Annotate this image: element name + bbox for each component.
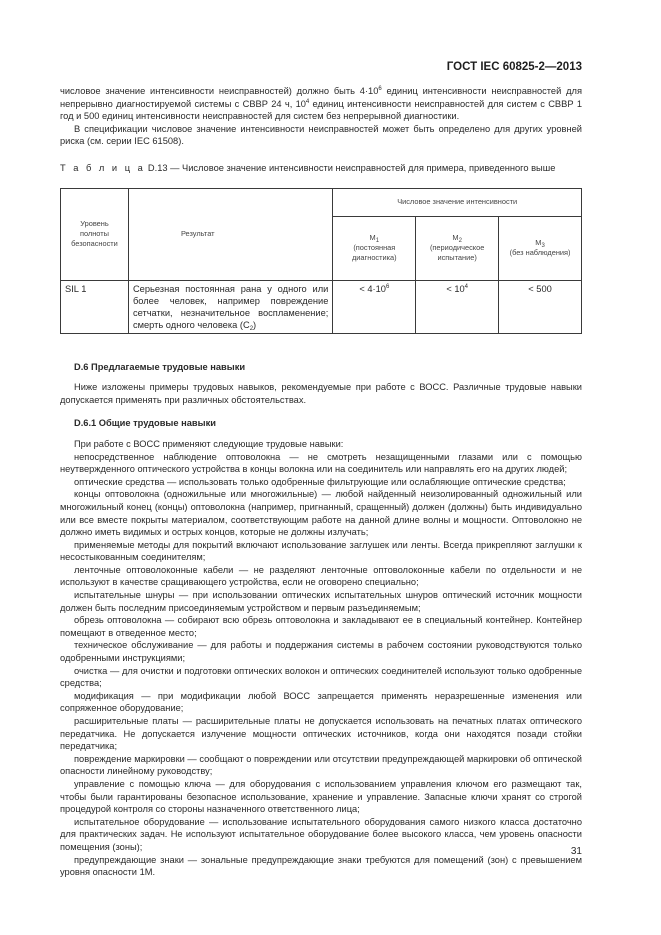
header-m2: $М_2$ (периодическое испытание) xyxy=(416,216,499,280)
header-result: Результат xyxy=(128,188,332,280)
page-number: 31 xyxy=(570,846,582,857)
list-item: применяемые методы для покрытий включают использование заглушек или ленты. Всегда прикрепляют заглушки к несостыкованным соединителям; xyxy=(60,539,582,563)
intro-paragraph-1: числовое значение интенсивности неисправностей) должно быть $4\cdot 10^6$ единиц интенсивности неисправностей для непрерывно диагностируемой системы с СВВР 24 ч, $10^4$ единиц интенсивности неисправностей для систем с СВВР 1 год и 500 единиц интенсивности неисправностей для систем без непрерывной диагностики. xyxy=(60,86,582,122)
list-item: ленточные оптоволоконные кабели — не разделяют ленточные оптоволоконные кабели по отдельности и не используют в качестве сращивающего устройства, если не оговорено специально; xyxy=(60,564,582,588)
list-item: концы оптоволокна (одножильные или многожильные) — любой найденный неизолированный одножильный или многожильный конец (концы) оптоволокна (например, пригнанный, сращенный) должен (должны) быть индивидуально или все вместе покрыты материалом, соответствующим работе на данной длине волны и мощности. Оптоволокно не должно иметь видимых и острых концов, которые не должны излучать; xyxy=(60,489,582,538)
intro-paragraph-2: В спецификации числовое значение интенсивности неисправностей может быть определено для других уровней риска (см. серии IEC 61508). xyxy=(60,123,582,147)
list-item: управление с помощью ключа — для оборудования с использованием управления ключом его размещают так, чтобы были гарантированы безопасное использование, хранение и управление. Запасные ключи хранят со строгой процедурой контроля со стороны назначенного ответственного лица; xyxy=(60,778,582,815)
list-item: испытательное оборудование — использование испытательного оборудования самого низкого класса достаточно для практических задач. Не используют испытательное оборудование более высокого класса, чем уровень опасности помещения (зоны); xyxy=(60,816,582,852)
cell-m2: < $10^4$ xyxy=(416,280,499,333)
cell-m1: < $4\cdot 10^6$ xyxy=(333,280,416,333)
table-row xyxy=(61,280,582,333)
list-item: техническое обслуживание — для работы и поддержания системы в рабочем состоянии руководствуются только одобренными инструкциями; xyxy=(60,640,582,664)
list-item: модификация — при модификации любой ВОСС запрещается применять неразрешенные изменения или сопряженное оборудование; xyxy=(60,690,582,714)
section-intro: Ниже изложены примеры трудовых навыков, рекомендуемые при работе с ВОСС. Различные трудовые навыки допускается применять при различных обстоятельствах. xyxy=(60,382,582,405)
page-content xyxy=(60,85,582,879)
list-item: предупреждающие знаки — зональные предупреждающие знаки требуются для помещений (зон) с превышением уровня опасности 1М. xyxy=(60,854,582,878)
document-id-header: ГОСТ IEC 60825-2—2013 xyxy=(446,61,582,73)
list-item: обрезь оптоволокна — собирают всю обрезь оптоволокна и закладывают ее в специальный контейнер. Контейнер помещают в отведенное место; xyxy=(60,615,582,638)
header-m3: $М_3$ (без наблюдения) xyxy=(499,216,582,280)
list-item: непосредственное наблюдение оптоволокна — не смотреть незащищенными глазами или с помощью неутвержденного оптического устройства в концы волокна или на соединитель или направлять его на других людей; xyxy=(60,451,582,475)
cell-result: Серьезная постоянная рана у одного или более человек, например повреждение сетчатки, незначительное воспламенение; смерть одного человека $(C_2)$ xyxy=(128,280,332,333)
header-level: Уровень полноты безопасности xyxy=(61,188,129,280)
header-m1: $М_1$ (постоянная диагностика) xyxy=(333,216,416,280)
cell-level: SIL 1 xyxy=(61,280,129,333)
section-heading: D.6 Предлагаемые трудовые навыки xyxy=(74,361,246,372)
list-item: оптические средства — использовать только одобренные фильтрующие или ослабляющие оптические средства; xyxy=(74,476,566,487)
cell-m3: < 500 xyxy=(499,280,582,333)
table-caption: Т а б л и ц а D.13 — Числовое значение интенсивности неисправностей для примера, приведенного выше xyxy=(60,162,556,173)
list-item: испытательные шнуры — при использовании оптических испытательных шнуров оптический источник мощности должен быть последним присоединяемым устройством и первым разъединяемым; xyxy=(60,590,582,613)
subsection-heading: D.6.1 Общие трудовые навыки xyxy=(74,418,216,429)
failure-rate-table xyxy=(60,188,582,334)
list-item: расширительные платы — расширительные платы не допускается использовать на печатных платах оптического передатчика. Не допускается излучение мощности оптических источников, когда они находятся позади стойки передатчика; xyxy=(60,716,582,752)
header-failure-rate-group: Числовое значение интенсивности xyxy=(333,188,582,216)
list-item: повреждение маркировки — сообщают о повреждении или отсутствии предупреждающей маркировки об оптической опасности линейному руководству; xyxy=(60,753,582,777)
list-item: очистка — для очистки и подготовки оптических волокон и оптических соединителей используют только одобренные средства; xyxy=(60,665,582,689)
subsection-lead: При работе с ВОСС применяют следующие трудовые навыки: xyxy=(74,438,344,449)
